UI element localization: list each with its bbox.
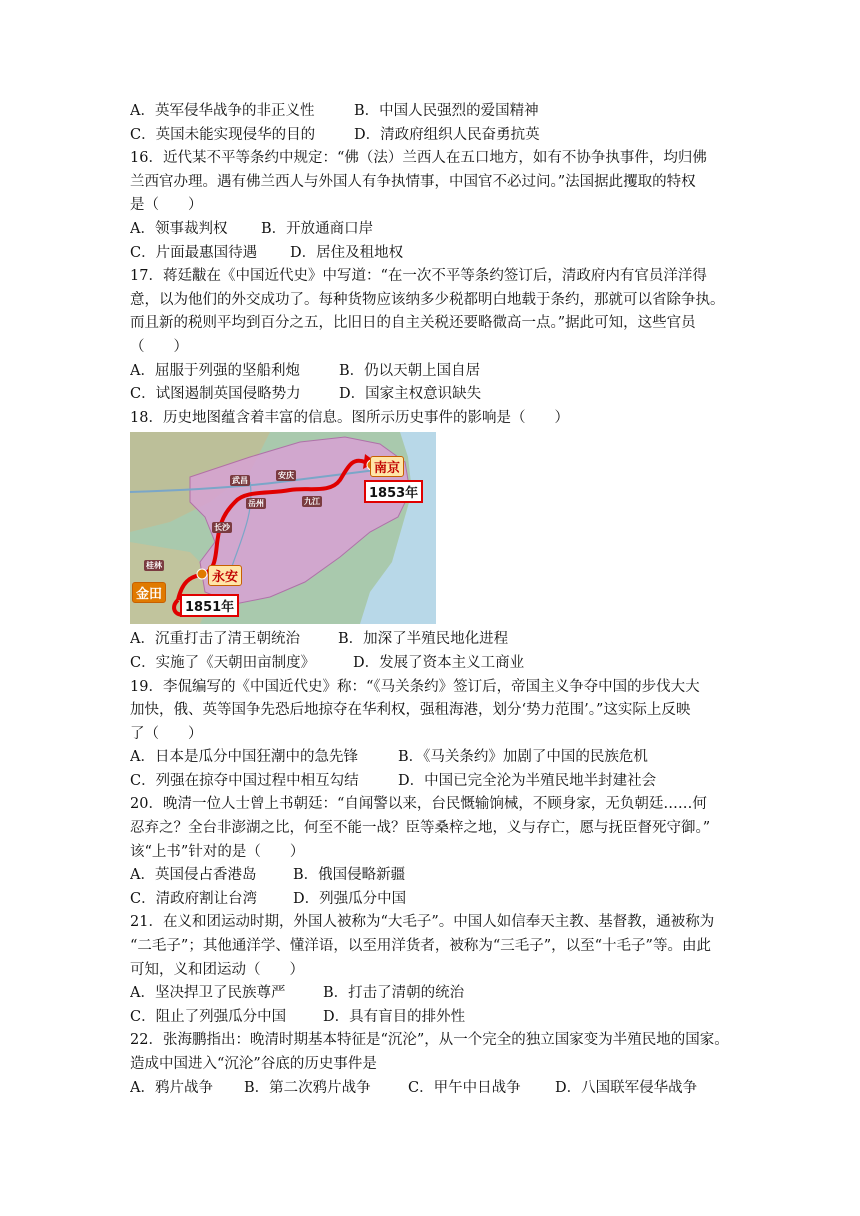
city-jintian: 金田 [132, 582, 166, 603]
option-row [130, 360, 734, 384]
question-22 [130, 1029, 734, 1100]
question-stem: 是（ ） [130, 197, 203, 214]
option-d: D．中国已完全沦为半殖民地半封建社会 [398, 772, 657, 789]
option-b: B．中国人民强烈的爱国精神 [354, 103, 539, 119]
option-b: B．开放通商口岸 [261, 220, 374, 237]
question-stem: 16．近代某不平等条约中规定：“佛（法）兰西人在五口地方，如有不协争执事件，均归佛 [130, 150, 707, 167]
question-stem: 20．晚清一位人士曾上书朝廷：“自闻警以来，台民慨输饷械，不顾身家，无负朝廷……何 [130, 796, 707, 813]
question-19 [130, 676, 734, 794]
year-label-1853: 1853年 [364, 480, 423, 503]
option-a: A．领事裁判权 [130, 220, 228, 237]
option-d: D．国家主权意识缺失 [339, 386, 482, 403]
option-b: B．《马关条约》加剧了中国的民族危机 [398, 749, 648, 766]
option-d: D．八国联军侵华战争 [555, 1079, 698, 1096]
option-d: D．列强瓜分中国 [293, 890, 407, 907]
city-nanjing: 南京 [370, 456, 404, 477]
option-a: A．鸦片战争 [130, 1079, 213, 1096]
question-stem: 17．蒋廷黻在《中国近代史》中写道：“在一次不平等条约签订后，清政府内有官员洋洋得 [130, 268, 707, 285]
option-row [130, 100, 734, 124]
option-a: A．英国侵占香港岛 [130, 867, 257, 884]
option-c: C．列强在掠夺中国过程中相互勾结 [130, 772, 359, 789]
option-b: B．仍以天朝上国自居 [339, 362, 481, 379]
city-yuezhou: 岳州 [248, 499, 264, 509]
option-row [130, 383, 734, 407]
option-row [130, 124, 734, 148]
option-a: A．坚决捍卫了民族尊严 [130, 985, 286, 1002]
option-row [130, 888, 734, 912]
city-anqing: 安庆 [278, 471, 294, 481]
exam-page [130, 100, 734, 1100]
question-stem: 19．李侃编写的《中国近代史》称：“《马关条约》签订后，帝国主义争夺中国的步伐大大 [130, 678, 700, 695]
option-row [130, 982, 734, 1006]
option-d: D．发展了资本主义工商业 [353, 654, 525, 671]
question-18 [130, 407, 734, 676]
question-15 [130, 100, 734, 147]
city-changsha: 长沙 [214, 523, 230, 533]
option-b: B．打击了清朝的统治 [323, 985, 465, 1002]
option-a: A．日本是瓜分中国狂潮中的急先锋 [130, 749, 358, 766]
option-b: B．加深了半殖民地化进程 [338, 631, 509, 648]
option-row [130, 1006, 734, 1030]
question-stem: 21．在义和团运动时期，外国人被称为“大毛子”。中国人如信奉天主教、基督教，通被称为 [130, 914, 715, 931]
city-wuchang: 武昌 [232, 476, 248, 486]
question-stem: 18．历史地图蕴含着丰富的信息。图所示历史事件的影响是（ ） [130, 409, 569, 426]
question-stem: 加快，俄、英等国争先恐后地掠夺在华利权，强租海港，划分‘势力范围’。”这实际上反映 [130, 702, 691, 719]
question-stem: 可知，义和团运动（ ） [130, 961, 304, 978]
option-d: D．具有盲目的排外性 [323, 1008, 466, 1025]
question-20 [130, 793, 734, 911]
option-d: D．居住及租地权 [290, 244, 404, 261]
option-a: A．沉重打击了清王朝统治 [130, 631, 300, 648]
city-jiujiang: 九江 [304, 497, 320, 507]
question-stem: 22．张海鹏指出：晚清时期基本特征是“沉沦”，从一个完全的独立国家变为半殖民地的国家。 [130, 1032, 729, 1049]
option-c: C．片面最惠国待遇 [130, 244, 258, 261]
question-stem: 意，以为他们的外交成功了。每种货物应该纳多少税都明白地载于条约，那就可以省除争执。 [130, 291, 725, 308]
option-row [130, 746, 734, 770]
option-c: C．英国未能实现侵华的目的 [130, 126, 316, 143]
option-b: B．第二次鸦片战争 [244, 1079, 371, 1096]
option-row [130, 770, 734, 794]
question-stem: （ ） [130, 338, 188, 355]
question-17 [130, 265, 734, 407]
question-stem: 而且新的税则平均到百分之五，比旧日的自主关税还要略微高一点。”据此可知，这些官员 [130, 315, 696, 332]
option-row [130, 1077, 734, 1101]
taiping-route-map [130, 432, 436, 624]
question-stem: “二毛子”；其他通洋学、懂洋语，以至用洋货者，被称为“三毛子”，以至“十毛子”等。由此 [130, 938, 711, 955]
question-16 [130, 147, 734, 265]
question-stem: 了（ ） [130, 725, 203, 742]
question-stem: 造成中国进入“沉沦”谷底的历史事件是 [130, 1056, 377, 1072]
option-c: C．试图遏制英国侵略势力 [130, 386, 301, 403]
option-d: D．清政府组织人民奋勇抗英 [354, 126, 540, 143]
city-guilin: 桂林 [146, 561, 162, 571]
option-row [130, 628, 734, 652]
option-c: C．阻止了列强瓜分中国 [130, 1008, 287, 1025]
option-c: C．清政府割让台湾 [130, 890, 258, 907]
option-row [130, 652, 734, 676]
question-stem: 忍弃之？全台非澎湖之比，何至不能一战？臣等桑梓之地，义与存亡，愿与抚臣督死守御。” [130, 820, 711, 837]
city-yongan: 永安 [208, 565, 242, 586]
question-21 [130, 911, 734, 1029]
option-c: C．甲午中日战争 [408, 1079, 521, 1096]
option-a: A．英军侵华战争的非正义性 [130, 103, 315, 119]
option-row [130, 864, 734, 888]
option-row [130, 218, 734, 242]
question-stem: 兰西官办理。遇有佛兰西人与外国人有争执情事，中国官不必过问。”法国据此攫取的特权 [130, 173, 696, 190]
option-a: A．屈服于列强的坚船利炮 [130, 362, 300, 379]
option-b: B．俄国侵略新疆 [293, 867, 406, 884]
year-label-1851: 1851年 [180, 594, 239, 617]
option-row [130, 242, 734, 266]
question-stem: 该“上书”针对的是（ ） [130, 843, 305, 860]
option-c: C．实施了《天朝田亩制度》 [130, 654, 316, 671]
